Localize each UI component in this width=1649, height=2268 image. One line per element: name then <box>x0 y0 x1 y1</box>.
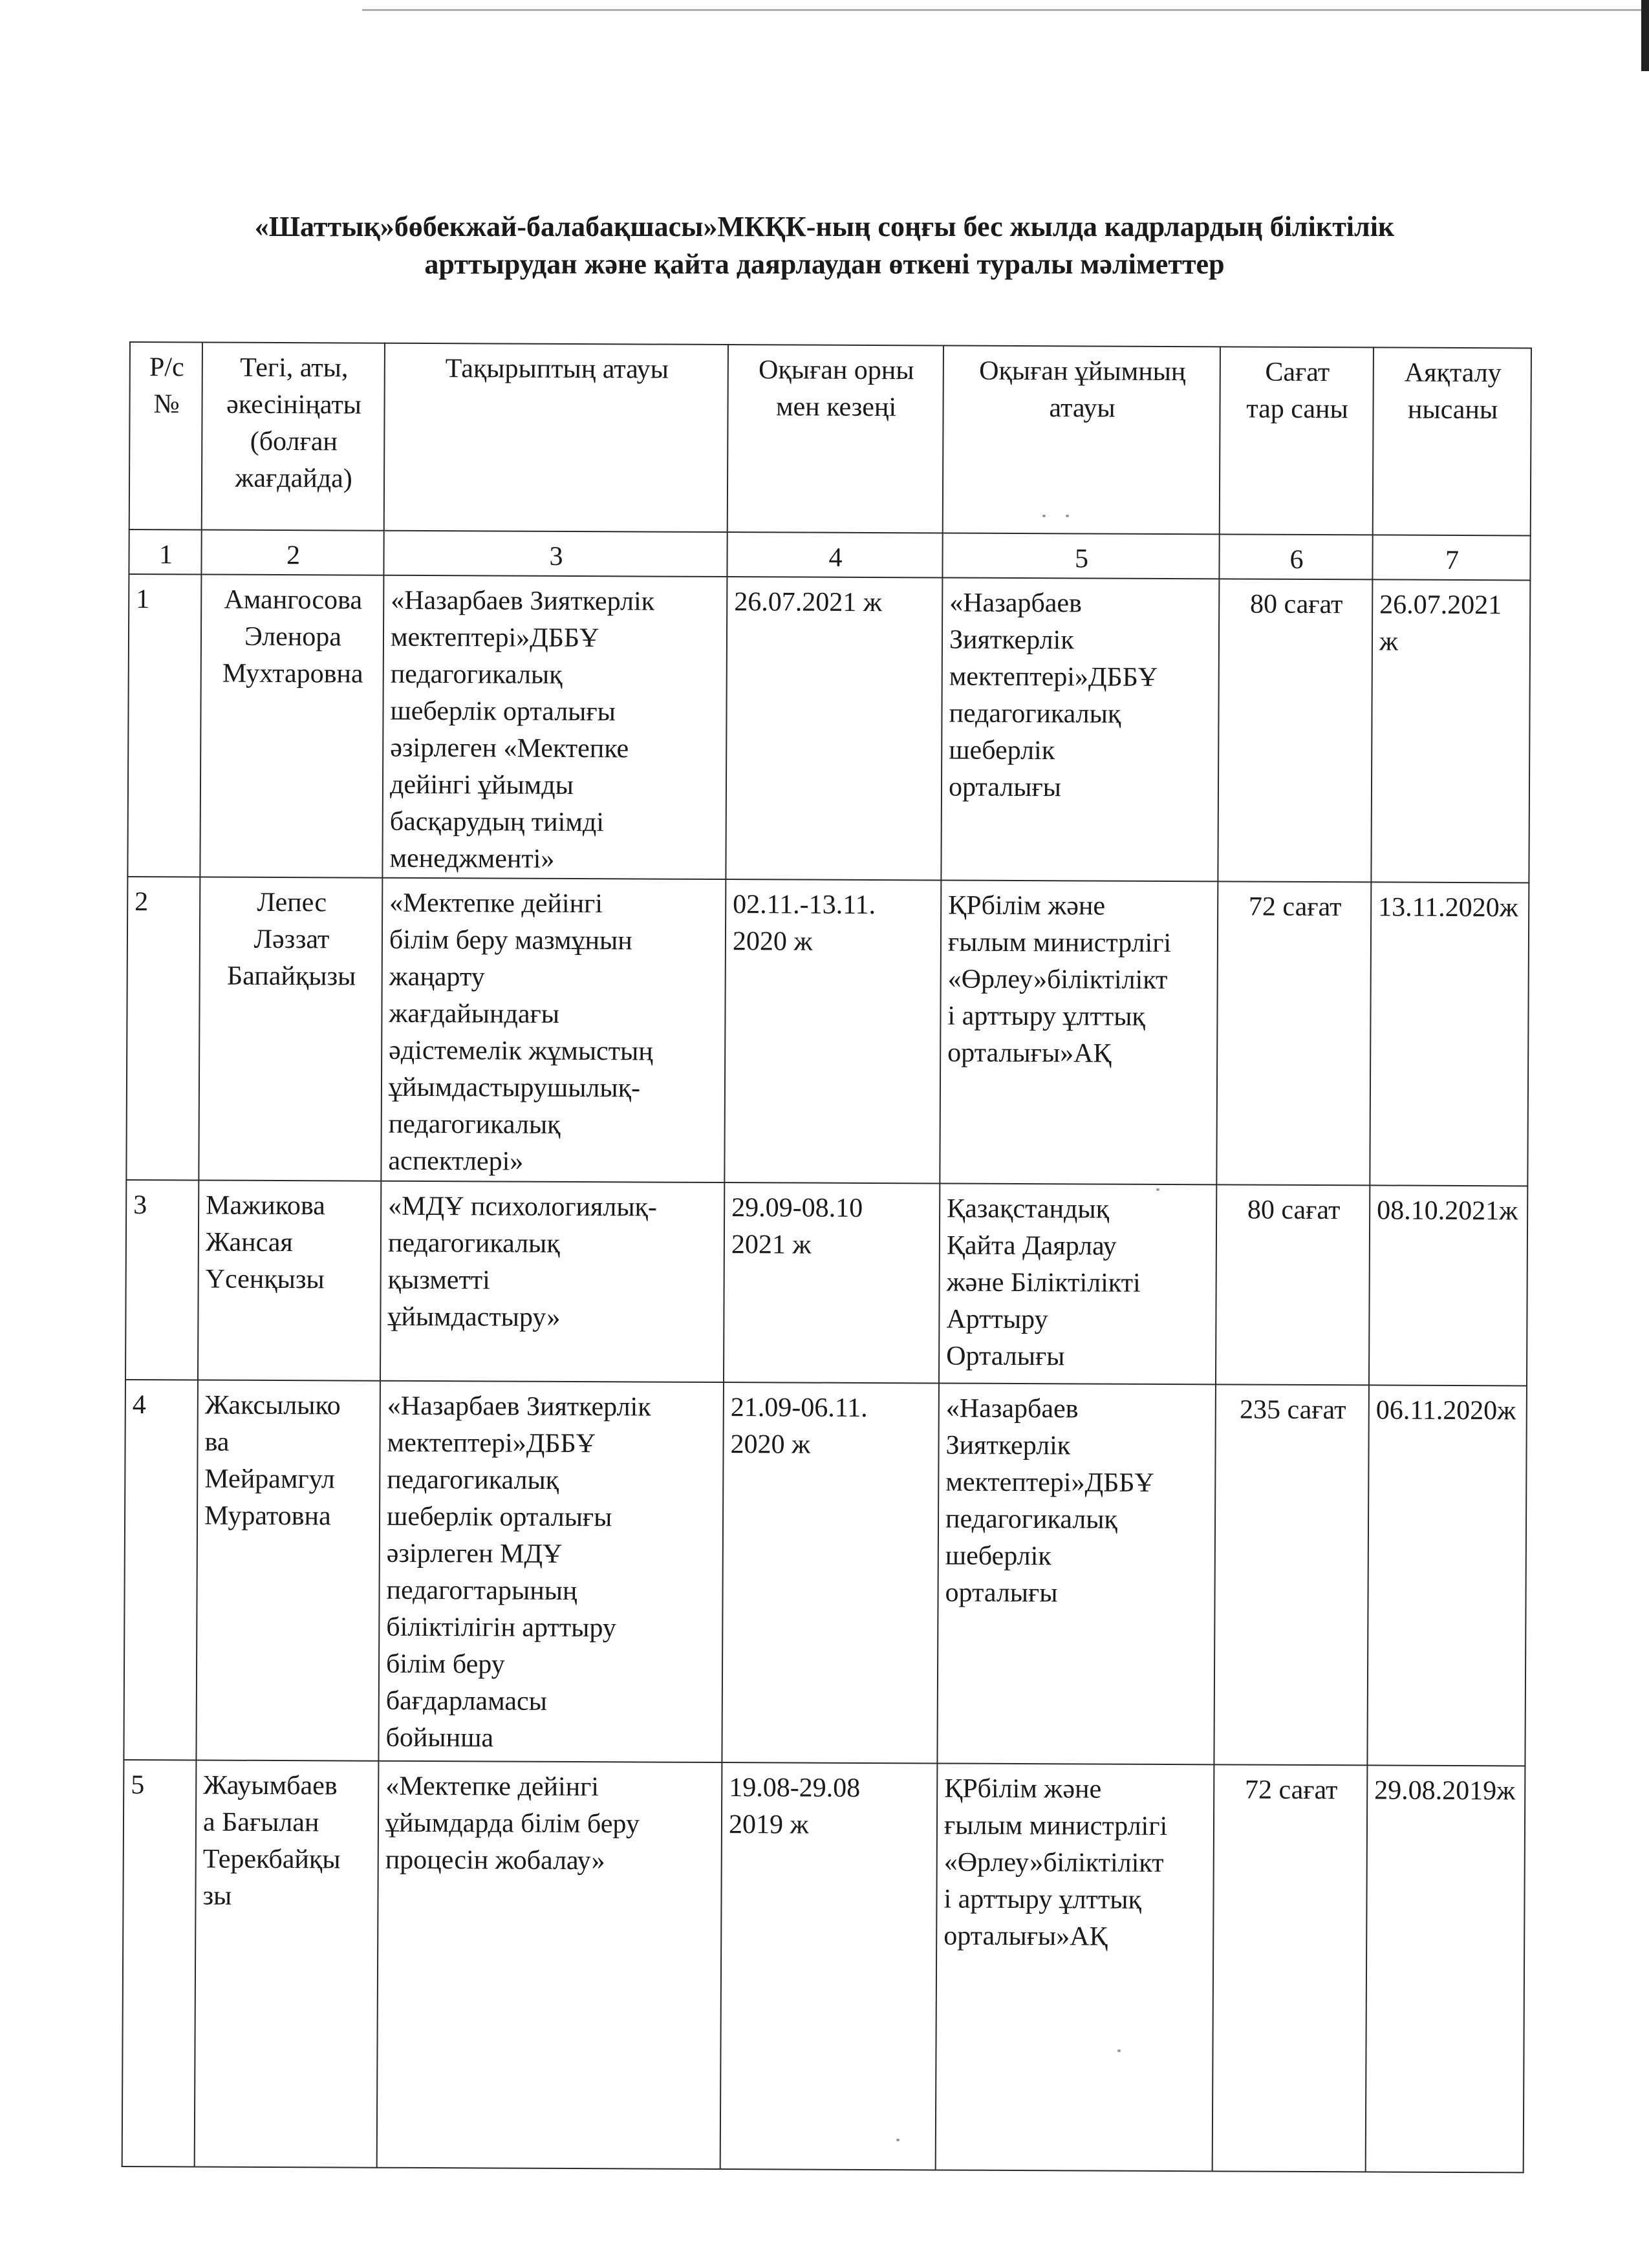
cell-name: Жауымбаев а Бағылан Терекбайқы зы <box>195 1760 379 2167</box>
cell-hours: 80 сағат <box>1216 1184 1370 1385</box>
cell-hours: 235 сағат <box>1214 1384 1369 1765</box>
cell-completion: 13.11.2020ж <box>1370 882 1529 1186</box>
column-number-row <box>129 530 1530 580</box>
cell-name: Мажикова Жансая Үсенқызы <box>198 1180 381 1380</box>
column-number: 5 <box>942 533 1219 579</box>
cell-no: 1 <box>127 574 201 877</box>
table-row <box>124 1380 1527 1766</box>
cell-completion: 29.08.2019ж <box>1366 1765 1525 2172</box>
header-org: Оқыған ұйымның атауы <box>943 345 1220 534</box>
cell-org: ҚРбілім және ғылым министрлігі «Өрлеу»біліктілікт і арттыру ұлттық орталығы»АҚ <box>936 1763 1214 2171</box>
cell-name: Амангосова Эленора Мухтаровна <box>200 574 383 877</box>
scan-speck <box>1117 2049 1121 2052</box>
column-number: 1 <box>129 530 201 574</box>
header-no: Р/с № <box>129 342 202 530</box>
cell-org: «Назарбаев Зияткерлік мектептері»ДББҰ педагогикалық шеберлік орталығы <box>941 577 1219 881</box>
cell-name: Лепес Ләззат Бапайқызы <box>199 877 382 1181</box>
header-row <box>129 342 1531 535</box>
cell-hours: 72 сағат <box>1216 881 1371 1185</box>
cell-no: 5 <box>122 1760 197 2166</box>
column-number: 6 <box>1219 534 1372 579</box>
table-row <box>126 877 1529 1186</box>
cell-completion: 08.10.2021ж <box>1369 1185 1527 1385</box>
scan-speck <box>896 2139 900 2141</box>
cell-no: 2 <box>126 877 200 1180</box>
cell-completion: 26.07.2021 ж <box>1371 579 1530 883</box>
cell-topic: «Назарбаев Зияткерлік мектептері»ДББҰ педагогикалық шеберлік орталығы әзірлеген МДҰ педагогтарының біліктілігін арттыру білім беру бағдарламасы бойынша <box>378 1381 724 1762</box>
cell-topic: «Мектепке дейінгі білім беру мазмұнын жаңарту жағдайындағы әдістемелік жұмыстың ұйымдастырушылық- педагогикалық аспектлері» <box>381 878 726 1182</box>
cell-place: 02.11.-13.11. 2020 ж <box>724 879 941 1183</box>
cell-topic: «Назарбаев Зияткерлік мектептері»ДББҰ педагогикалық шеберлік орталығы әзірлеген «Мектепке дейінгі ұйымды басқарудың тиімді менеджменті» <box>382 575 727 879</box>
header-completion: Аяқталу нысаны <box>1373 347 1531 535</box>
title-line-2: арттырудан және қайта даярлаудан өткені туралы мәліметтер <box>424 248 1225 280</box>
scan-edge-mark <box>1641 0 1649 71</box>
table-row <box>125 1180 1527 1385</box>
column-number: 2 <box>201 530 383 575</box>
cell-place: 19.08-29.08 2019 ж <box>720 1762 938 2170</box>
document-title <box>129 208 1520 283</box>
header-hours: Сағат тар саны <box>1220 347 1374 535</box>
cell-org: Қазақстандық Қайта Даярлау және Біліктілікті Арттыру Орталығы <box>939 1183 1216 1384</box>
training-table <box>122 341 1532 2173</box>
cell-org: ҚРбілім және ғылым министрлігі «Өрлеу»біліктілікт і арттыру ұлттық орталығы»АҚ <box>940 880 1218 1184</box>
header-topic: Тақырыптың атауы <box>384 343 728 532</box>
cell-no: 3 <box>125 1180 199 1380</box>
column-number: 4 <box>727 532 942 577</box>
cell-place: 21.09-06.11. 2020 ж <box>722 1382 939 1763</box>
table-row <box>122 1760 1525 2172</box>
header-name: Тегі, аты, әкесініңаты (болған жағдайда) <box>202 342 385 530</box>
scan-speck <box>1042 515 1046 517</box>
cell-topic: «МДҰ психологиялық- педагогикалық қызметті ұйымдастыру» <box>380 1181 724 1382</box>
cell-topic: «Мектепке дейінгі ұйымдарда білім беру процесін жобалау» <box>377 1761 722 2169</box>
cell-completion: 06.11.2020ж <box>1367 1385 1527 1766</box>
title-line-1: «Шаттық»бөбекжай-балабақшасы»МКҚК-ның соңғы бес жылда кадрлардың біліктілік <box>254 211 1395 242</box>
column-number: 7 <box>1372 535 1530 580</box>
table-row <box>127 574 1530 883</box>
cell-place: 29.09-08.10 2021 ж <box>724 1182 940 1383</box>
cell-no: 4 <box>124 1380 198 1760</box>
cell-hours: 80 сағат <box>1218 579 1372 882</box>
cell-name: Жаксылыко ва Мейрамгул Муратовна <box>196 1380 380 1760</box>
cell-hours: 72 сағат <box>1212 1764 1368 2172</box>
cell-place: 26.07.2021 ж <box>726 577 942 880</box>
cell-org: «Назарбаев Зияткерлік мектептері»ДББҰ педагогикалық шеберлік орталығы <box>937 1383 1216 1764</box>
header-place: Оқыған орны мен кезеңі <box>727 345 943 533</box>
scan-speck <box>1066 515 1069 517</box>
scan-speck <box>1156 1188 1159 1191</box>
scan-top-line <box>362 9 1649 11</box>
column-number: 3 <box>383 531 727 577</box>
